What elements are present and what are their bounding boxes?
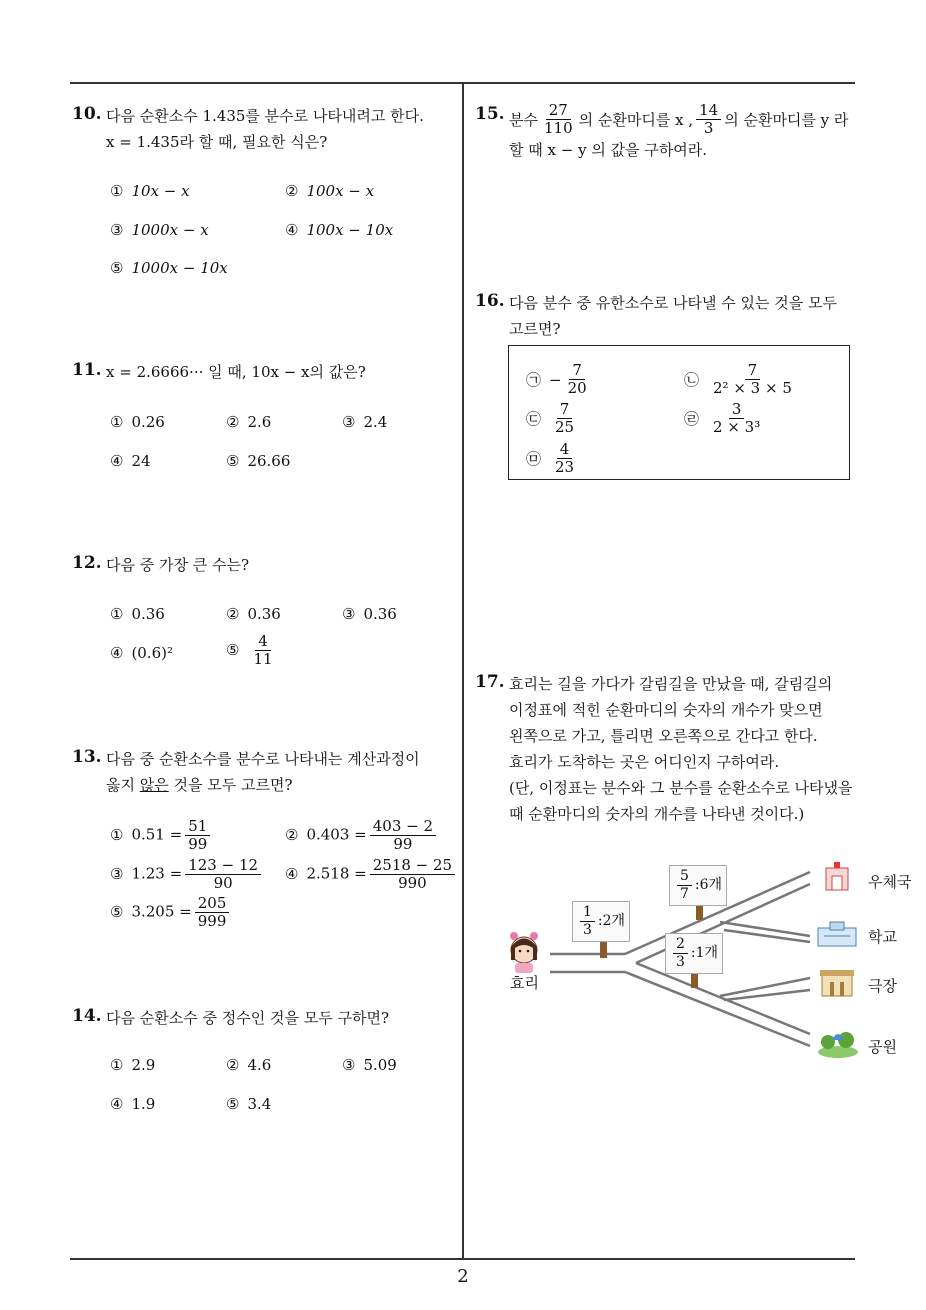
question-text-line-1: 다음 중 가장 큰 수는? xyxy=(106,556,250,574)
fraction: $\frac{4}{11}$ xyxy=(253,632,273,668)
question-text-line-4: 효리가 도착하는 곳은 어디인지 구하여라. xyxy=(509,753,780,771)
question-number: 12. xyxy=(72,553,102,573)
question-text-line-2: 이정표에 적힌 순환마디의 숫자의 개수가 맞으면 xyxy=(509,701,823,719)
option-5[interactable]: ⑤ 3.4 xyxy=(226,1095,272,1113)
option-4[interactable]: ④ (0.6)² xyxy=(110,644,174,662)
sign-2: $\frac{5}{7}$ :6개 xyxy=(669,865,727,906)
option-1[interactable]: ① 0.51 = $\frac{51}{99}$ xyxy=(110,818,213,853)
option-1[interactable]: ① 10x − x xyxy=(110,182,190,200)
option-2[interactable]: ② 2.6 xyxy=(226,413,272,431)
question-number: 15. xyxy=(475,104,505,124)
fraction-14-3: $\frac{14}{3}$ xyxy=(696,102,721,137)
question-number: 16. xyxy=(475,291,505,311)
choice-e[interactable]: ㉤ $\frac{4}{23}$ xyxy=(526,440,575,476)
option-5[interactable]: ⑤ $\frac{4}{11}$ xyxy=(226,633,279,668)
choice-d[interactable]: ㉣ $\frac{3}{\text{2 × 3³}}$ xyxy=(684,400,761,436)
choice-c[interactable]: ㉢ $\frac{7}{25}$ xyxy=(526,400,575,436)
sign-1: $\frac{1}{3}$ :2개 xyxy=(572,901,630,942)
girl-icon xyxy=(510,932,538,973)
bottom-rule xyxy=(70,1258,855,1260)
question-text-line-5: (단, 이정표는 분수와 그 분수를 순환소수로 나타냈을 xyxy=(509,779,853,797)
column-divider xyxy=(462,82,464,1259)
question-number: 17. xyxy=(475,672,505,692)
question-text-line-2: 고르면? xyxy=(509,320,561,338)
question-number: 14. xyxy=(72,1006,102,1026)
question-text-line-1: 다음 순환소수 중 정수인 것을 모두 구하면? xyxy=(106,1009,389,1027)
option-1[interactable]: ① 2.9 xyxy=(110,1056,156,1074)
post-office-icon xyxy=(826,862,848,890)
question-text-line-3: 왼쪽으로 가고, 틀리면 오른쪽으로 간다고 한다. xyxy=(509,727,818,745)
option-3[interactable]: ③ 5.09 xyxy=(342,1056,397,1074)
question-text-line-2: 옳지 않은 것을 모두 고르면? xyxy=(106,776,293,794)
choice-a[interactable]: ㉠ − $\frac{7}{20}$ xyxy=(526,361,587,397)
question-text-line-6: 때 순환마디의 숫자의 개수를 나타낸 것이다.) xyxy=(509,805,805,823)
place-theater: 극장 xyxy=(868,977,897,995)
question-text-line-1: 효리는 길을 가다가 갈림길을 만났을 때, 갈림길의 xyxy=(509,675,833,693)
option-4[interactable]: ④ 1.9 xyxy=(110,1095,156,1113)
option-5[interactable]: ⑤ 1000x − 10x xyxy=(110,259,228,277)
option-5[interactable]: ⑤ 3.205 = $\frac{205}{999}$ xyxy=(110,895,232,930)
sign-3: $\frac{2}{3}$ :1개 xyxy=(665,933,723,974)
question-number: 13. xyxy=(72,747,102,767)
option-1[interactable]: ① 0.36 xyxy=(110,605,165,623)
theater-icon xyxy=(820,970,854,996)
option-3[interactable]: ③ 1000x − x xyxy=(110,221,209,239)
choice-b[interactable]: ㉡ $\frac{7}{\text{2² × 3 × 5}}$ xyxy=(684,361,792,397)
question-text-line-2: 할 때 x − y 의 값을 구하여라. xyxy=(509,141,708,159)
option-2[interactable]: ② 0.36 xyxy=(226,605,281,623)
page-number: 2 xyxy=(457,1266,469,1287)
person-label: 효리 xyxy=(510,974,539,992)
option-1[interactable]: ① 0.26 xyxy=(110,413,165,431)
fraction-27-110: $\frac{27}{110}$ xyxy=(543,101,573,137)
school-icon xyxy=(818,922,856,946)
option-3[interactable]: ③ 2.4 xyxy=(342,413,388,431)
place-school: 학교 xyxy=(868,928,897,946)
option-2[interactable]: ② 4.6 xyxy=(226,1056,272,1074)
option-2[interactable]: ② 0.403 = $\frac{403 - 2}{99}$ xyxy=(285,818,439,853)
place-post-office: 우체국 xyxy=(868,873,912,891)
question-text-line-2: x = 1.435라 할 때, 필요한 식은? xyxy=(106,133,328,151)
option-3[interactable]: ③ 1.23 = $\frac{123 - 12}{90}$ xyxy=(110,857,264,892)
question-number: 10. xyxy=(72,104,102,124)
option-5[interactable]: ⑤ 26.66 xyxy=(226,452,291,470)
option-4[interactable]: ④ 2.518 = $\frac{2518 - 25}{990}$ xyxy=(285,857,458,892)
question-text-line-1: 다음 분수 중 유한소수로 나타낼 수 있는 것을 모두 xyxy=(509,294,837,312)
place-park: 공원 xyxy=(868,1038,897,1056)
park-icon xyxy=(818,1032,858,1058)
question-number: 11. xyxy=(72,360,102,380)
option-2[interactable]: ② 100x − x xyxy=(285,182,375,200)
underlined-word: 않은 xyxy=(139,776,169,794)
option-4[interactable]: ④ 24 xyxy=(110,452,151,470)
option-4[interactable]: ④ 100x − 10x xyxy=(285,221,394,239)
question-text-line-1: x = 2.6666··· 일 때, 10x − x의 값은? xyxy=(106,363,366,381)
question-text-line-1: 다음 순환소수 1.435를 분수로 나타내려고 한다. xyxy=(106,107,424,125)
question-text-line-1: 분수 $\frac{27}{110}$ 의 순환마디를 x , $\frac{14}{3}$ 의 순환마디를 y 라 xyxy=(509,101,849,137)
question-text-line-1: 다음 중 순환소수를 분수로 나타내는 계산과정이 xyxy=(106,750,420,768)
option-3[interactable]: ③ 0.36 xyxy=(342,605,397,623)
